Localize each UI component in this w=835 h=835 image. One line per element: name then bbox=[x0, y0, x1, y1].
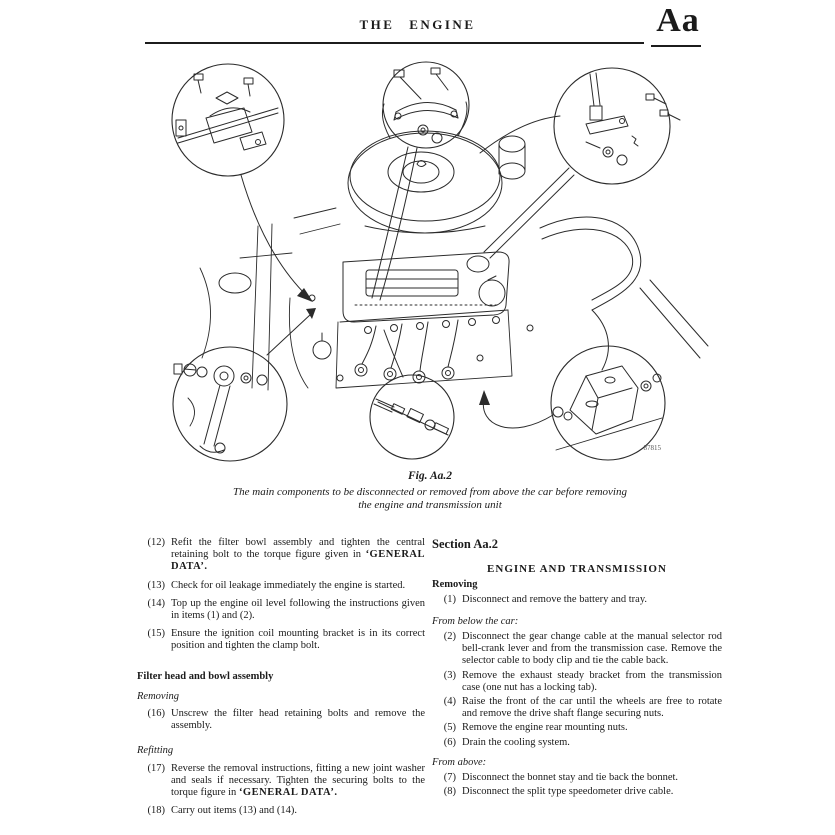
section-code: Aa bbox=[656, 2, 700, 39]
item-text: Remove the engine rear mounting nuts. bbox=[462, 722, 628, 734]
item-text: Reverse the removal instructions, fitting a new joint washer and seals if necessary. Tighten the securing bolts to the torque figure in ‘GENERAL DATA’. bbox=[171, 762, 425, 799]
left-column bbox=[137, 537, 425, 823]
subsection-heading: ENGINE AND TRANSMISSION bbox=[487, 563, 667, 576]
ignition-coil-detail-sketch bbox=[176, 74, 278, 150]
list-item-5 bbox=[432, 722, 722, 734]
tie-rod-detail-sketch bbox=[174, 364, 267, 453]
figure-caption bbox=[110, 486, 750, 512]
from-above-label: From above: bbox=[432, 756, 487, 768]
engine-rear-mounting-detail bbox=[551, 346, 665, 460]
page-title: THE ENGINE bbox=[359, 17, 476, 32]
list-item-3 bbox=[432, 670, 722, 694]
list-item-1 bbox=[432, 594, 722, 606]
item-number: (12) bbox=[147, 537, 165, 548]
item-number: (1) bbox=[443, 593, 456, 605]
item-number: (7) bbox=[443, 772, 456, 784]
item-number: (5) bbox=[443, 722, 456, 734]
item-number: (17) bbox=[147, 762, 165, 774]
list-item-12 bbox=[137, 537, 425, 574]
list-item-17 bbox=[137, 763, 425, 800]
item-number: (2) bbox=[443, 631, 456, 643]
item-text: Disconnect the bonnet stay and tie back the bonnet. bbox=[462, 772, 679, 784]
item-number: (15) bbox=[147, 628, 165, 640]
list-item-2 bbox=[432, 631, 722, 668]
illustration-number: 87815 bbox=[643, 444, 661, 452]
speedometer-cable-detail bbox=[370, 375, 454, 459]
list-item-8 bbox=[432, 786, 722, 798]
item-text: Carry out items (13) and (14). bbox=[171, 805, 297, 817]
right-column bbox=[432, 538, 722, 800]
subheading-filter-head: Filter head and bowl assembly bbox=[137, 670, 274, 682]
item-text: Check for oil leakage immediately the engine is started. bbox=[171, 579, 406, 591]
list-item-4 bbox=[432, 696, 722, 720]
ignition-coil-mounting-detail bbox=[172, 64, 284, 176]
item-text: Ensure the ignition coil mounting bracket is in its correct position and tighten the clamp bolt. bbox=[171, 628, 425, 652]
item-text: Remove the exhaust steady bracket from the transmission case (one nut has a locking tab). bbox=[462, 669, 722, 693]
engine-illustration bbox=[140, 58, 720, 468]
list-item-14 bbox=[137, 598, 425, 622]
list-item-7 bbox=[432, 772, 722, 784]
item-text: Disconnect the gear change cable at the manual selector rod bell-crank lever and from the transmission case. Remove the selector cable to body clip and tie the cable back. bbox=[462, 631, 722, 667]
item-number: (3) bbox=[443, 669, 456, 681]
list-item-13 bbox=[137, 580, 425, 592]
item-text: Refit the filter bowl assembly and tighten the central retaining bolt to the torque figure given in ‘GENERAL DATA’. bbox=[171, 537, 425, 573]
from-below-label: From below the car: bbox=[432, 615, 519, 627]
speedo-cable-detail-sketch bbox=[374, 399, 449, 435]
list-item-18 bbox=[137, 805, 425, 817]
section-title: Section Aa.2 bbox=[432, 537, 498, 551]
removing-label: Removing bbox=[137, 690, 179, 702]
item-number: (18) bbox=[147, 805, 165, 817]
engine-steady-clamp-detail bbox=[383, 62, 469, 148]
throttle-cable-linkage-detail bbox=[554, 68, 670, 184]
steady-clamp-detail-sketch bbox=[394, 68, 458, 143]
item-text: Top up the engine oil level following the instructions given in items (1) and (2). bbox=[171, 597, 425, 622]
item-number: (6) bbox=[443, 736, 456, 748]
item-text: Raise the front of the car until the wheels are free to rotate and remove the drive shaft flange securing nuts. bbox=[462, 696, 722, 720]
item-text: Unscrew the filter head retaining bolts and remove the assembly. bbox=[171, 708, 425, 732]
item-number: (14) bbox=[147, 597, 165, 609]
header-rule-section bbox=[651, 45, 701, 47]
item-number: (8) bbox=[443, 786, 456, 798]
item-text: Disconnect the split type speedometer drive cable. bbox=[462, 786, 674, 798]
item-number: (4) bbox=[443, 696, 456, 708]
cable-linkage-detail-sketch bbox=[586, 73, 680, 165]
list-item-16 bbox=[137, 708, 425, 732]
figure-caption-line1: The main components to be disconnected or removed from above the car before removing bbox=[233, 486, 627, 498]
header-rule bbox=[145, 42, 644, 44]
removing-label: Removing bbox=[432, 579, 478, 591]
rear-mounting-detail-sketch bbox=[553, 366, 662, 450]
figure-label: Fig. Aa.2 bbox=[408, 470, 452, 482]
figure-caption-line2: the engine and transmission unit bbox=[358, 499, 502, 511]
item-number: (13) bbox=[147, 579, 165, 591]
item-number: (16) bbox=[147, 708, 165, 720]
list-item-15 bbox=[137, 628, 425, 652]
item-text: Drain the cooling system. bbox=[462, 736, 570, 748]
refitting-label: Refitting bbox=[137, 745, 174, 757]
list-item-6 bbox=[432, 737, 722, 749]
item-text: Disconnect and remove the battery and tray. bbox=[462, 593, 648, 605]
